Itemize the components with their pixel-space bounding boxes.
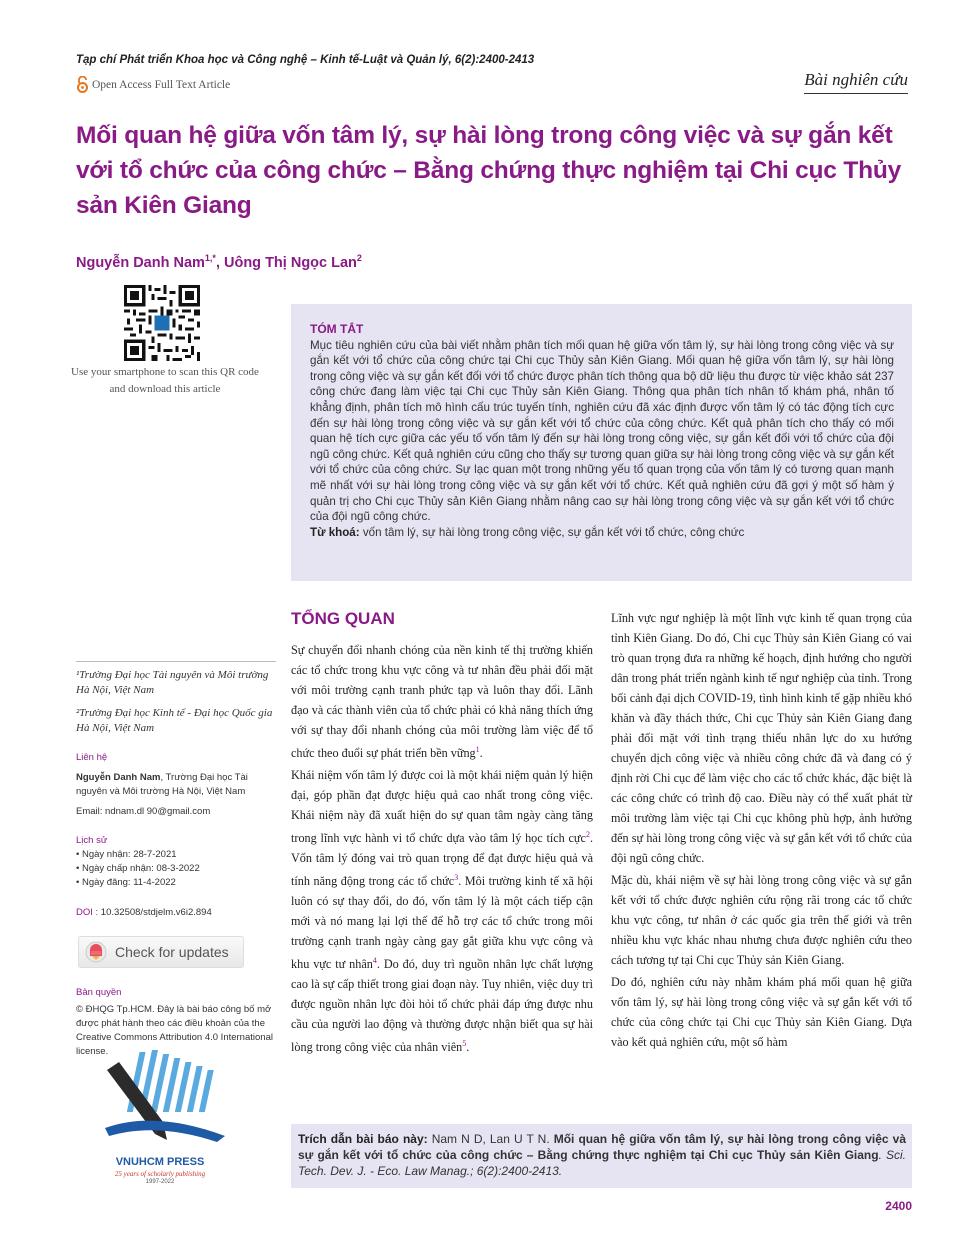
body-column-2 bbox=[611, 608, 912, 1054]
paragraph-text: . Do đó, duy trì nguồn nhân lực chất lượng cao là sự cấp thiết trong giai đoạn này. Tuy nhiên, việc duy trì được nguồn nhân lực đòi hỏi tổ chức phải đáp ứng được nhu cầu của người lao động và thường được nhận biết qua sự hài lòng trong công việc của nhân viên bbox=[291, 957, 593, 1055]
affiliation-2-text: ²Trường Đại học Kinh tế - Đại học Quốc gia Hà Nội, Việt Nam bbox=[76, 707, 273, 734]
paragraph-text: . Vốn tâm lý đóng vai trò quan trọng để đạt được hiệu quả và tính năng động trong các tổ chức bbox=[291, 831, 593, 889]
date-accepted: • Ngày chấp nhận: 08-3-2022 bbox=[76, 863, 200, 874]
citation-label: Trích dẫn bài báo này: bbox=[298, 1132, 428, 1146]
paragraph-text: . Môi trường kinh tế xã hội luôn có sự thay đổi, do đó, vốn tâm lý là một cách tiếp cận mới và nó mang lại lợi thế để hỗ trợ các tổ chức trong môi trường cạnh tranh ngày càng gay gắt giữa khu vực công và khu vực tư nhân bbox=[291, 874, 593, 972]
copyright-label: Bản quyền bbox=[76, 987, 122, 998]
check-updates-label: Check for updates bbox=[115, 944, 229, 960]
authors bbox=[76, 253, 362, 271]
history-block bbox=[76, 834, 276, 890]
paragraph bbox=[291, 640, 593, 763]
publisher-logo bbox=[85, 1050, 235, 1190]
paragraph: Mặc dù, khái niệm về sự hài lòng trong công việc và sự gắn kết với tổ chức được nghiên cứu rộng rãi trong các tổ chức khu vực công, tư nhân ở các quốc gia trên thế giới và trên nhiều khu vực khác nhau nhưng chưa được nghiên cứu theo cách tương tự tại Chi cục Thủy sản Kiên Giang. bbox=[611, 873, 912, 967]
journal-header: Tạp chí Phát triển Khoa học và Công nghệ – Kinh tế-Luật và Quản lý, 6(2):2400-2413 bbox=[76, 54, 535, 66]
press-years: 1997-2022 bbox=[145, 1179, 175, 1185]
qr-caption: Use your smartphone to scan this QR code and download this article bbox=[71, 366, 259, 395]
citation-ref[interactable]: 2 bbox=[585, 830, 590, 840]
paragraph-text: Sự chuyển đổi nhanh chóng của nền kinh tế thị trường khiến các tổ chức trong khu vực công và tư nhân đều phải đối mặt với môi trường cạnh tranh phức tạp và luôn thay đổi. Lãnh đạo và các thành viên của tổ chức phải có khả năng thích ứng với sự thay đổi nhanh chóng của môi trường làm việc để tổ chức theo đuổi sự phát triển bền vững bbox=[291, 643, 593, 761]
citation-box bbox=[291, 1124, 912, 1188]
author-separator: , bbox=[215, 254, 224, 271]
abstract-text: Mục tiêu nghiên cứu của bài viết nhằm phân tích mối quan hệ giữa vốn tâm lý, sự hài lòng trong công việc và sự gắn kết với tổ chức của công chức tại Chi cục Thủy sản Kiên Giang. Mối quan hệ giữa vốn tâm lý, sự hài lòng trong công việc và sự gắn kết đối với tổ chức được phân tích thông qua bộ dữ liệu thu được từ việc khảo sát 237 công chức đang làm việc tại Chi cục Thủy sản Kiên Giang. Thông qua phân tích nhân tố khám phá, nhân tố khẳng định, phân tích mô hình cấu trúc tuyến tính, nghiên cứu đã xác định được vốn tâm lý có tác động tích cực đến sự hài lòng trong công việc và sự gắn kết với tổ chức của công chức. Kết quả phân tích cho thấy có mối quan hệ tích cực giữa các yếu tố vốn tâm lý đến sự hài lòng trong công việc, sự gắn kết đối với tổ chức của đội ngũ công chức. Kết quả nghiên cứu cũng cho thấy sự tương quan giữa sự hài lòng trong công việc và sự gắn kết với tổ chức của công chức. Sự lạc quan một trong những yếu tố quan trọng của vốn tâm lý có tương quan mạnh mẽ nhất với sự hài lòng trong công việc và sự gắn kết với tổ chức. Kết quả nghiên cứu đã gợi ý một số hàm ý quản trị cho Chi cục Thủy sản Kiên Giang nhằm nâng cao sự hài lòng trong công việc và sự gắn kết với tổ chức của đội ngũ công chức. bbox=[310, 338, 894, 524]
contact-email[interactable]: Email: ndnam.dl 90@gmail.com bbox=[76, 806, 211, 817]
citation-authors: Nam N D, Lan U T N. bbox=[427, 1132, 554, 1146]
section-title: TỔNG QUAN bbox=[291, 609, 395, 628]
abstract-panel bbox=[291, 304, 912, 581]
citation-ref[interactable]: 3 bbox=[454, 873, 459, 883]
open-access-label: Open Access Full Text Article bbox=[92, 78, 231, 91]
paragraph: Do đó, nghiên cứu này nhằm khám phá mối quan hệ giữa vốn tâm lý, sự hài lòng trong công việc và sự gắn kết với tổ chức của công chức tại Chi cục Thủy sản Kiên Giang. Dựa vào kết quả nghiên cứu, một số hàm bbox=[611, 975, 912, 1049]
copyright-text: © ĐHQG Tp.HCM. Đây là bài báo công bố mở được phát hành theo các điều khoản của the Creative Commons Attribution 4.0 International license. bbox=[76, 1004, 273, 1057]
paragraph: Lĩnh vực ngư nghiệp là một lĩnh vực kinh tế quan trọng của tỉnh Kiên Giang. Do đó, Chi cục Thủy sản Kiên Giang có vai trò quan trọng đưa ra những kế hoạch, định hướng cho người dân trong phát triển ngành kinh tế ngư nghiệp của tỉnh. Trong bối cảnh đại dịch COVID-19, tình hình kinh tế gặp nhiều khó khăn và đầy thách thức, Chi cục Thủy sản Kiên Giang đang phải đối mặt với tình trạng thiếu nhân lực do xu hướng chuyển dịch công việc và nhiều công chức đã và đang có ý định rời Chi cục để làm việc cho các tổ chức khác, đặc biệt là các công chức có trình độ cao. Điều này có thể xuất phát từ môi trường làm việc tại Chi cục không phù hợp, ảnh hưởng đến sự hài lòng trong công việc và sự gắn kết với tổ chức của đội ngũ công chức. bbox=[611, 611, 912, 865]
citation-title: Mối quan hệ giữa vốn tâm lý, sự hài lòng trong công việc và sự gắn kết với tổ chức của công chức – Bằng chứng thực nghiệm tại Chi cục Thủy sản Kiên Giang bbox=[298, 1132, 906, 1162]
check-updates-icon bbox=[85, 941, 107, 963]
citation-ref[interactable]: 1 bbox=[475, 745, 480, 754]
citation-ref[interactable]: 5 bbox=[462, 1039, 467, 1049]
doi-link[interactable]: 10.32508/stdjelm.v6i2.894 bbox=[98, 907, 212, 918]
copyright-block bbox=[76, 986, 276, 1059]
article-title: Mối quan hệ giữa vốn tâm lý, sự hài lòng trong công việc và sự gắn kết với tổ chức của công chức – Bằng chứng thực nghiệm tại Chi cục Thủy sản Kiên Giang bbox=[76, 122, 902, 219]
page-number: 2400 bbox=[885, 1199, 912, 1213]
author-2[interactable]: Uông Thị Ngọc Lan bbox=[224, 254, 357, 271]
contact-name: Nguyễn Danh Nam bbox=[76, 772, 161, 783]
doi-line bbox=[76, 906, 276, 920]
qr-code[interactable] bbox=[124, 285, 200, 361]
paragraph-text: . bbox=[479, 746, 483, 761]
body-column-1 bbox=[291, 640, 593, 1059]
abstract-body bbox=[310, 322, 894, 540]
contact-label: Liên hệ bbox=[76, 752, 108, 763]
affiliation-2 bbox=[76, 706, 276, 736]
sidebar-divider bbox=[76, 661, 276, 662]
paragraph bbox=[291, 765, 593, 1057]
citation-text bbox=[298, 1131, 906, 1179]
contact-detail: , Trường Đại học Tài nguyên và Môi trường Hà Nội, Việt Nam bbox=[76, 772, 248, 797]
paragraph-text: . bbox=[466, 1040, 470, 1055]
citation-journal: . Sci. Tech. Dev. J. - Eco. Law Manag.; 6(2):2400-2413. bbox=[298, 1148, 907, 1178]
contact-block bbox=[76, 751, 276, 819]
abstract-heading: TÓM TẮT bbox=[310, 322, 364, 336]
keywords: vốn tâm lý, sự hài lòng trong công việc, sự gắn kết với tổ chức, công chức bbox=[359, 525, 745, 539]
date-received: • Ngày nhận: 28-7-2021 bbox=[76, 849, 177, 860]
open-access-line bbox=[76, 76, 230, 93]
affiliation-1 bbox=[76, 668, 276, 698]
paragraph-text: Khái niệm vốn tâm lý được coi là một khái niệm quản lý hiện đại, góp phần đạt được hiệu quả cao nhất trong công việc. Khái niệm này đã xuất hiện do sự quan tâm ngày càng tăng trong lĩnh vực hành vi tổ chức dựa vào tâm lý học tích cực bbox=[291, 768, 593, 846]
doi-label: DOI : bbox=[76, 907, 99, 918]
article-type: Bài nghiên cứu bbox=[804, 70, 908, 94]
author-1[interactable]: Nguyễn Danh Nam bbox=[76, 254, 205, 271]
keywords-label: Từ khoá: bbox=[310, 525, 360, 539]
open-access-icon bbox=[76, 76, 89, 93]
press-tagline: 25 years of scholarly publishing bbox=[114, 1170, 206, 1178]
author-2-affil: 2 bbox=[356, 253, 362, 263]
date-published: • Ngày đăng: 11-4-2022 bbox=[76, 877, 176, 888]
affiliation-1-text: ¹Trường Đại học Tài nguyên và Môi trường Hà Nội, Việt Nam bbox=[76, 669, 269, 696]
press-name: VNUHCM PRESS bbox=[115, 1156, 205, 1168]
history-label: Lịch sử bbox=[76, 835, 108, 846]
citation-ref[interactable]: 4 bbox=[372, 956, 377, 966]
check-for-updates-button[interactable] bbox=[78, 936, 244, 968]
author-1-affil: 1,* bbox=[204, 253, 216, 263]
press-logo-graphic bbox=[85, 1050, 235, 1190]
